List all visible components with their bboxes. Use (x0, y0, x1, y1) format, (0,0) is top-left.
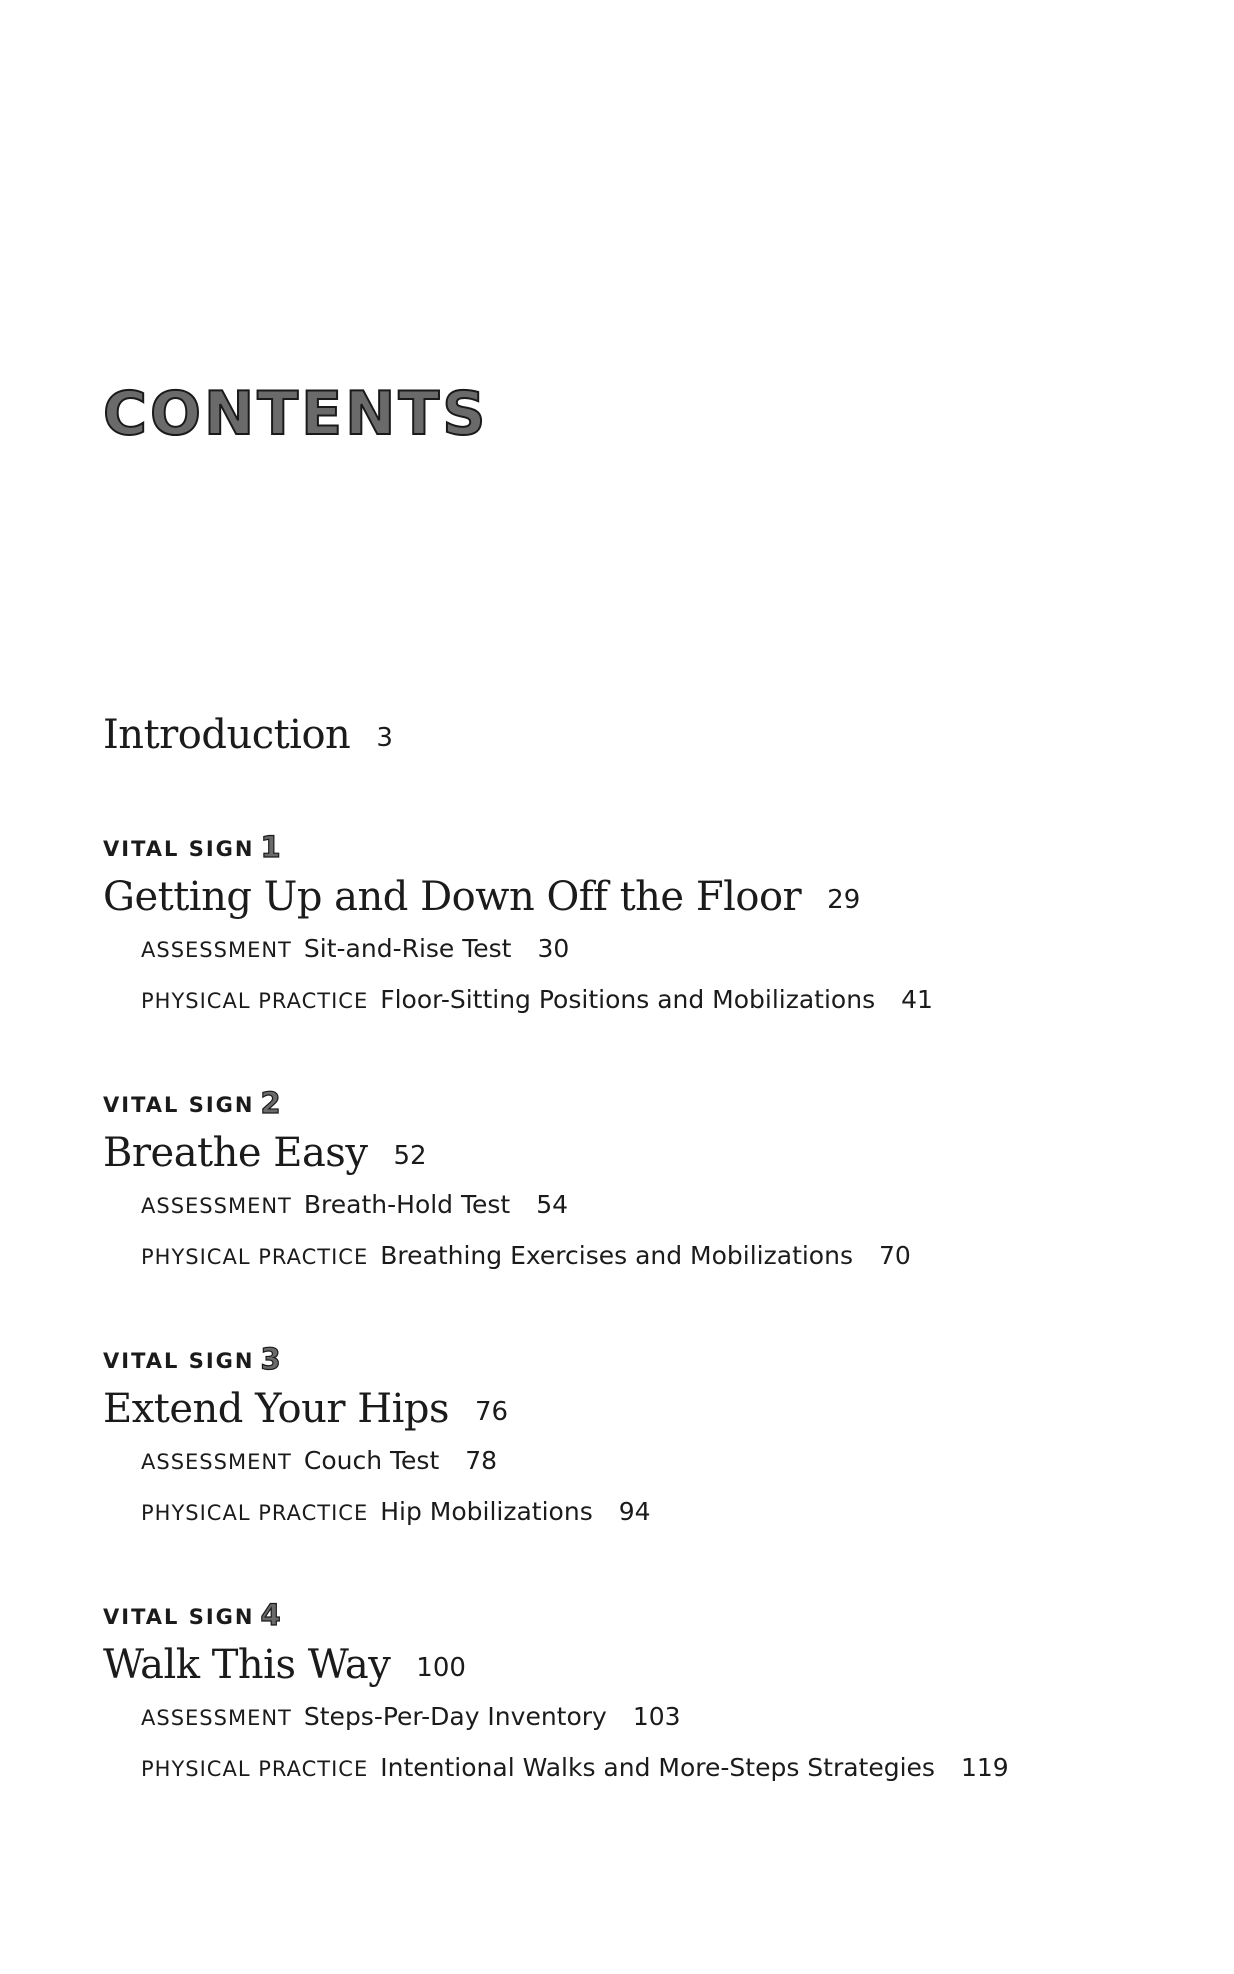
page-number: 30 (537, 934, 570, 963)
entry-type-label: ASSESSMENT (141, 1450, 292, 1474)
page-number: 78 (465, 1446, 498, 1475)
toc-entry-chapter[interactable] (103, 871, 933, 923)
page-number: 3 (376, 723, 393, 753)
toc-entry-physical-practice[interactable] (141, 1742, 1009, 1793)
entry-type-label: ASSESSMENT (141, 1706, 292, 1730)
vital-sign-label: VITAL SIGN 4 (103, 1598, 283, 1632)
chapter-title: Walk This Way (103, 1642, 391, 1688)
toc-section-vital-sign-3 (103, 1341, 651, 1537)
entry-title: Floor-Sitting Positions and Mobilizations (380, 985, 876, 1014)
toc-section-vital-sign-2 (103, 1085, 911, 1281)
entry-type-label: PHYSICAL PRACTICE (141, 989, 369, 1013)
toc-entry-chapter[interactable] (103, 1383, 651, 1435)
vital-sign-number: 3 (260, 1342, 283, 1376)
toc-entry-chapter[interactable] (103, 1127, 911, 1179)
vital-sign-label: VITAL SIGN 1 (103, 830, 283, 864)
entry-type-label: PHYSICAL PRACTICE (141, 1245, 369, 1269)
chapter-title: Extend Your Hips (103, 1386, 450, 1432)
toc-entry-assessment[interactable] (141, 1179, 911, 1230)
page-number: 76 (475, 1397, 509, 1427)
entry-type-label: PHYSICAL PRACTICE (141, 1757, 369, 1781)
toc-entry-introduction[interactable] (103, 712, 393, 758)
entry-type-label: ASSESSMENT (141, 1194, 292, 1218)
vital-sign-number: 1 (260, 830, 283, 864)
page-title: CONTENTS (103, 379, 489, 449)
vital-sign-label: VITAL SIGN 2 (103, 1086, 283, 1120)
toc-entry-physical-practice[interactable] (141, 1230, 911, 1281)
toc-entry-chapter[interactable] (103, 1639, 1009, 1691)
page-number: 119 (960, 1753, 1009, 1782)
entry-title: Breathing Exercises and Mobilizations (380, 1241, 853, 1270)
chapter-title: Getting Up and Down Off the Floor (103, 874, 802, 920)
toc-entry-assessment[interactable] (141, 923, 933, 974)
entry-type-label: PHYSICAL PRACTICE (141, 1501, 369, 1525)
toc-entry-physical-practice[interactable] (141, 974, 933, 1025)
vital-sign-number: 4 (260, 1598, 283, 1632)
vital-sign-label: VITAL SIGN 3 (103, 1342, 283, 1376)
entry-title: Intentional Walks and More-Steps Strategies (380, 1753, 935, 1782)
page-number: 52 (393, 1141, 427, 1171)
chapter-title: Breathe Easy (103, 1130, 368, 1176)
page-number: 54 (536, 1190, 569, 1219)
toc-entry-physical-practice[interactable] (141, 1486, 651, 1537)
page-number: 103 (632, 1702, 681, 1731)
toc-section-vital-sign-4 (103, 1597, 1009, 1793)
chapter-title: Introduction (103, 712, 351, 758)
toc-entry-assessment[interactable] (141, 1691, 1009, 1742)
page-number: 94 (618, 1497, 651, 1526)
entry-title: Hip Mobilizations (380, 1497, 593, 1526)
toc-entry-assessment[interactable] (141, 1435, 651, 1486)
entry-title: Couch Test (303, 1446, 440, 1475)
page-number: 41 (901, 985, 933, 1014)
page-number: 29 (827, 885, 861, 915)
toc-section-vital-sign-1 (103, 829, 933, 1025)
page-number: 100 (416, 1653, 466, 1683)
page-number: 70 (878, 1241, 911, 1270)
entry-title: Breath-Hold Test (303, 1190, 511, 1219)
entry-title: Steps-Per-Day Inventory (303, 1702, 607, 1731)
vital-sign-number: 2 (260, 1086, 283, 1120)
entry-title: Sit-and-Rise Test (303, 934, 512, 963)
entry-type-label: ASSESSMENT (141, 938, 292, 962)
